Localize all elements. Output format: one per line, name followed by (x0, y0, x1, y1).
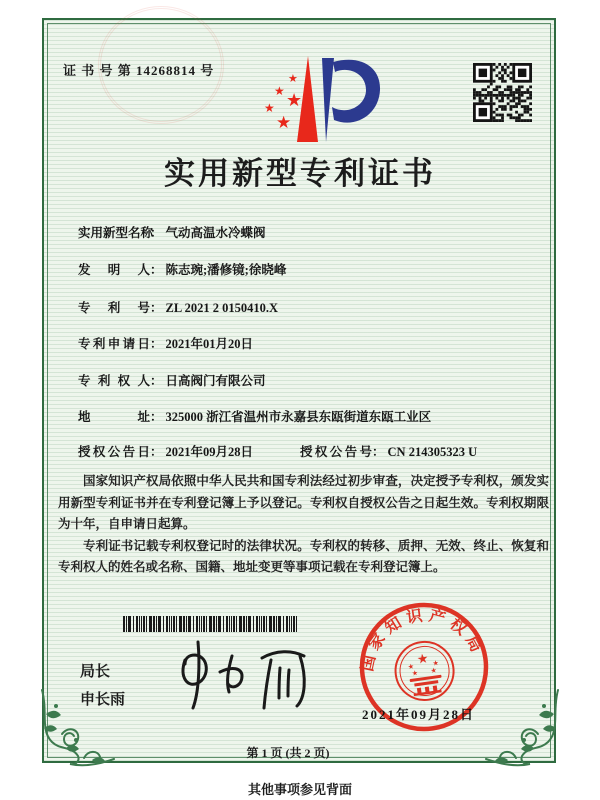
field-value: CN 214305323 U (387, 445, 478, 459)
svg-text:★: ★ (411, 668, 419, 678)
director-name: 申长雨 (80, 692, 126, 708)
field-row-address (78, 407, 431, 425)
director-signature (176, 634, 312, 714)
svg-text:★: ★ (432, 658, 440, 668)
field-value: ZL 2021 2 0150410.X (165, 301, 279, 315)
field-value: 2021年01月20日 (165, 337, 254, 351)
field-label: 地址 (78, 410, 150, 424)
legal-paragraph-1: 国家知识产权局依照中华人民共和国专利法经过初步审查，决定授予专利权，颁发实用新型专利证书并在专利登记簿上予以登记。专利权自授权公告之日起生效。专利权期限为十年，自申请日起算。 (58, 474, 549, 531)
field-label: 授权公告日 (78, 445, 150, 459)
field-row-patent-no (78, 298, 278, 316)
seal-text: 国家知识产权局 (359, 607, 488, 673)
colon: ： (150, 263, 163, 277)
colon: ： (150, 301, 163, 315)
colon: ： (150, 226, 163, 240)
barcode (123, 616, 299, 632)
certificate-title: 实用新型专利证书 (164, 156, 436, 191)
field-label: 授权公告号 (300, 445, 372, 459)
certificate-number: 证 书 号 第 14268814 号 (63, 63, 215, 78)
legal-text (58, 471, 549, 579)
field-row-grant-number (300, 442, 477, 460)
svg-text:★: ★ (264, 101, 275, 115)
seal-date: 2021年09月28日 (362, 707, 476, 722)
svg-text:★: ★ (276, 113, 292, 133)
director-title: 局长 (80, 664, 111, 680)
field-label: 专利权人 (78, 374, 150, 388)
qr-code (473, 63, 532, 122)
field-row-patentee (78, 371, 266, 389)
back-note: 其他事项参见背面 (247, 782, 352, 797)
field-label: 实用新型名称 (78, 226, 154, 240)
field-value: 2021年09月28日 (165, 445, 254, 459)
svg-text:★: ★ (407, 662, 415, 672)
patent-office-logo-icon (240, 50, 390, 146)
legal-paragraph-2: 专利证书记载专利权登记时的法律状况。专利权的转移、质押、无效、终止、恢复和专利权人的姓名或名称、国籍、地址变更等事项记载在专利登记簿上。 (58, 538, 549, 574)
colon: ： (150, 374, 163, 388)
field-value: 日高阀门有限公司 (165, 374, 266, 388)
colon: ： (372, 445, 385, 459)
field-value: 325000 浙江省温州市永嘉县东瓯街道东瓯工业区 (165, 410, 432, 424)
colon: ： (150, 337, 163, 351)
svg-text:★: ★ (415, 651, 430, 668)
svg-text:★: ★ (286, 90, 303, 111)
svg-text:★: ★ (430, 666, 438, 676)
field-label: 专利号 (78, 301, 150, 315)
field-row-inventors (78, 260, 286, 278)
field-label: 专利申请日 (78, 337, 150, 351)
national-emblem-icon (392, 638, 458, 704)
svg-text:★: ★ (274, 84, 285, 98)
field-value: 气动高温水冷蝶阀 (165, 226, 266, 240)
colon: ： (150, 445, 163, 459)
field-label: 发明人 (78, 263, 150, 277)
svg-text:★: ★ (288, 72, 298, 85)
colon: ： (150, 410, 163, 424)
field-row-filing-date (78, 334, 253, 352)
page-number: 第 1 页 (共 2 页) (246, 746, 330, 760)
field-row-grant (78, 442, 478, 460)
field-row-name (78, 223, 266, 241)
field-value: 陈志琬;潘修镜;徐晓峰 (165, 263, 287, 277)
